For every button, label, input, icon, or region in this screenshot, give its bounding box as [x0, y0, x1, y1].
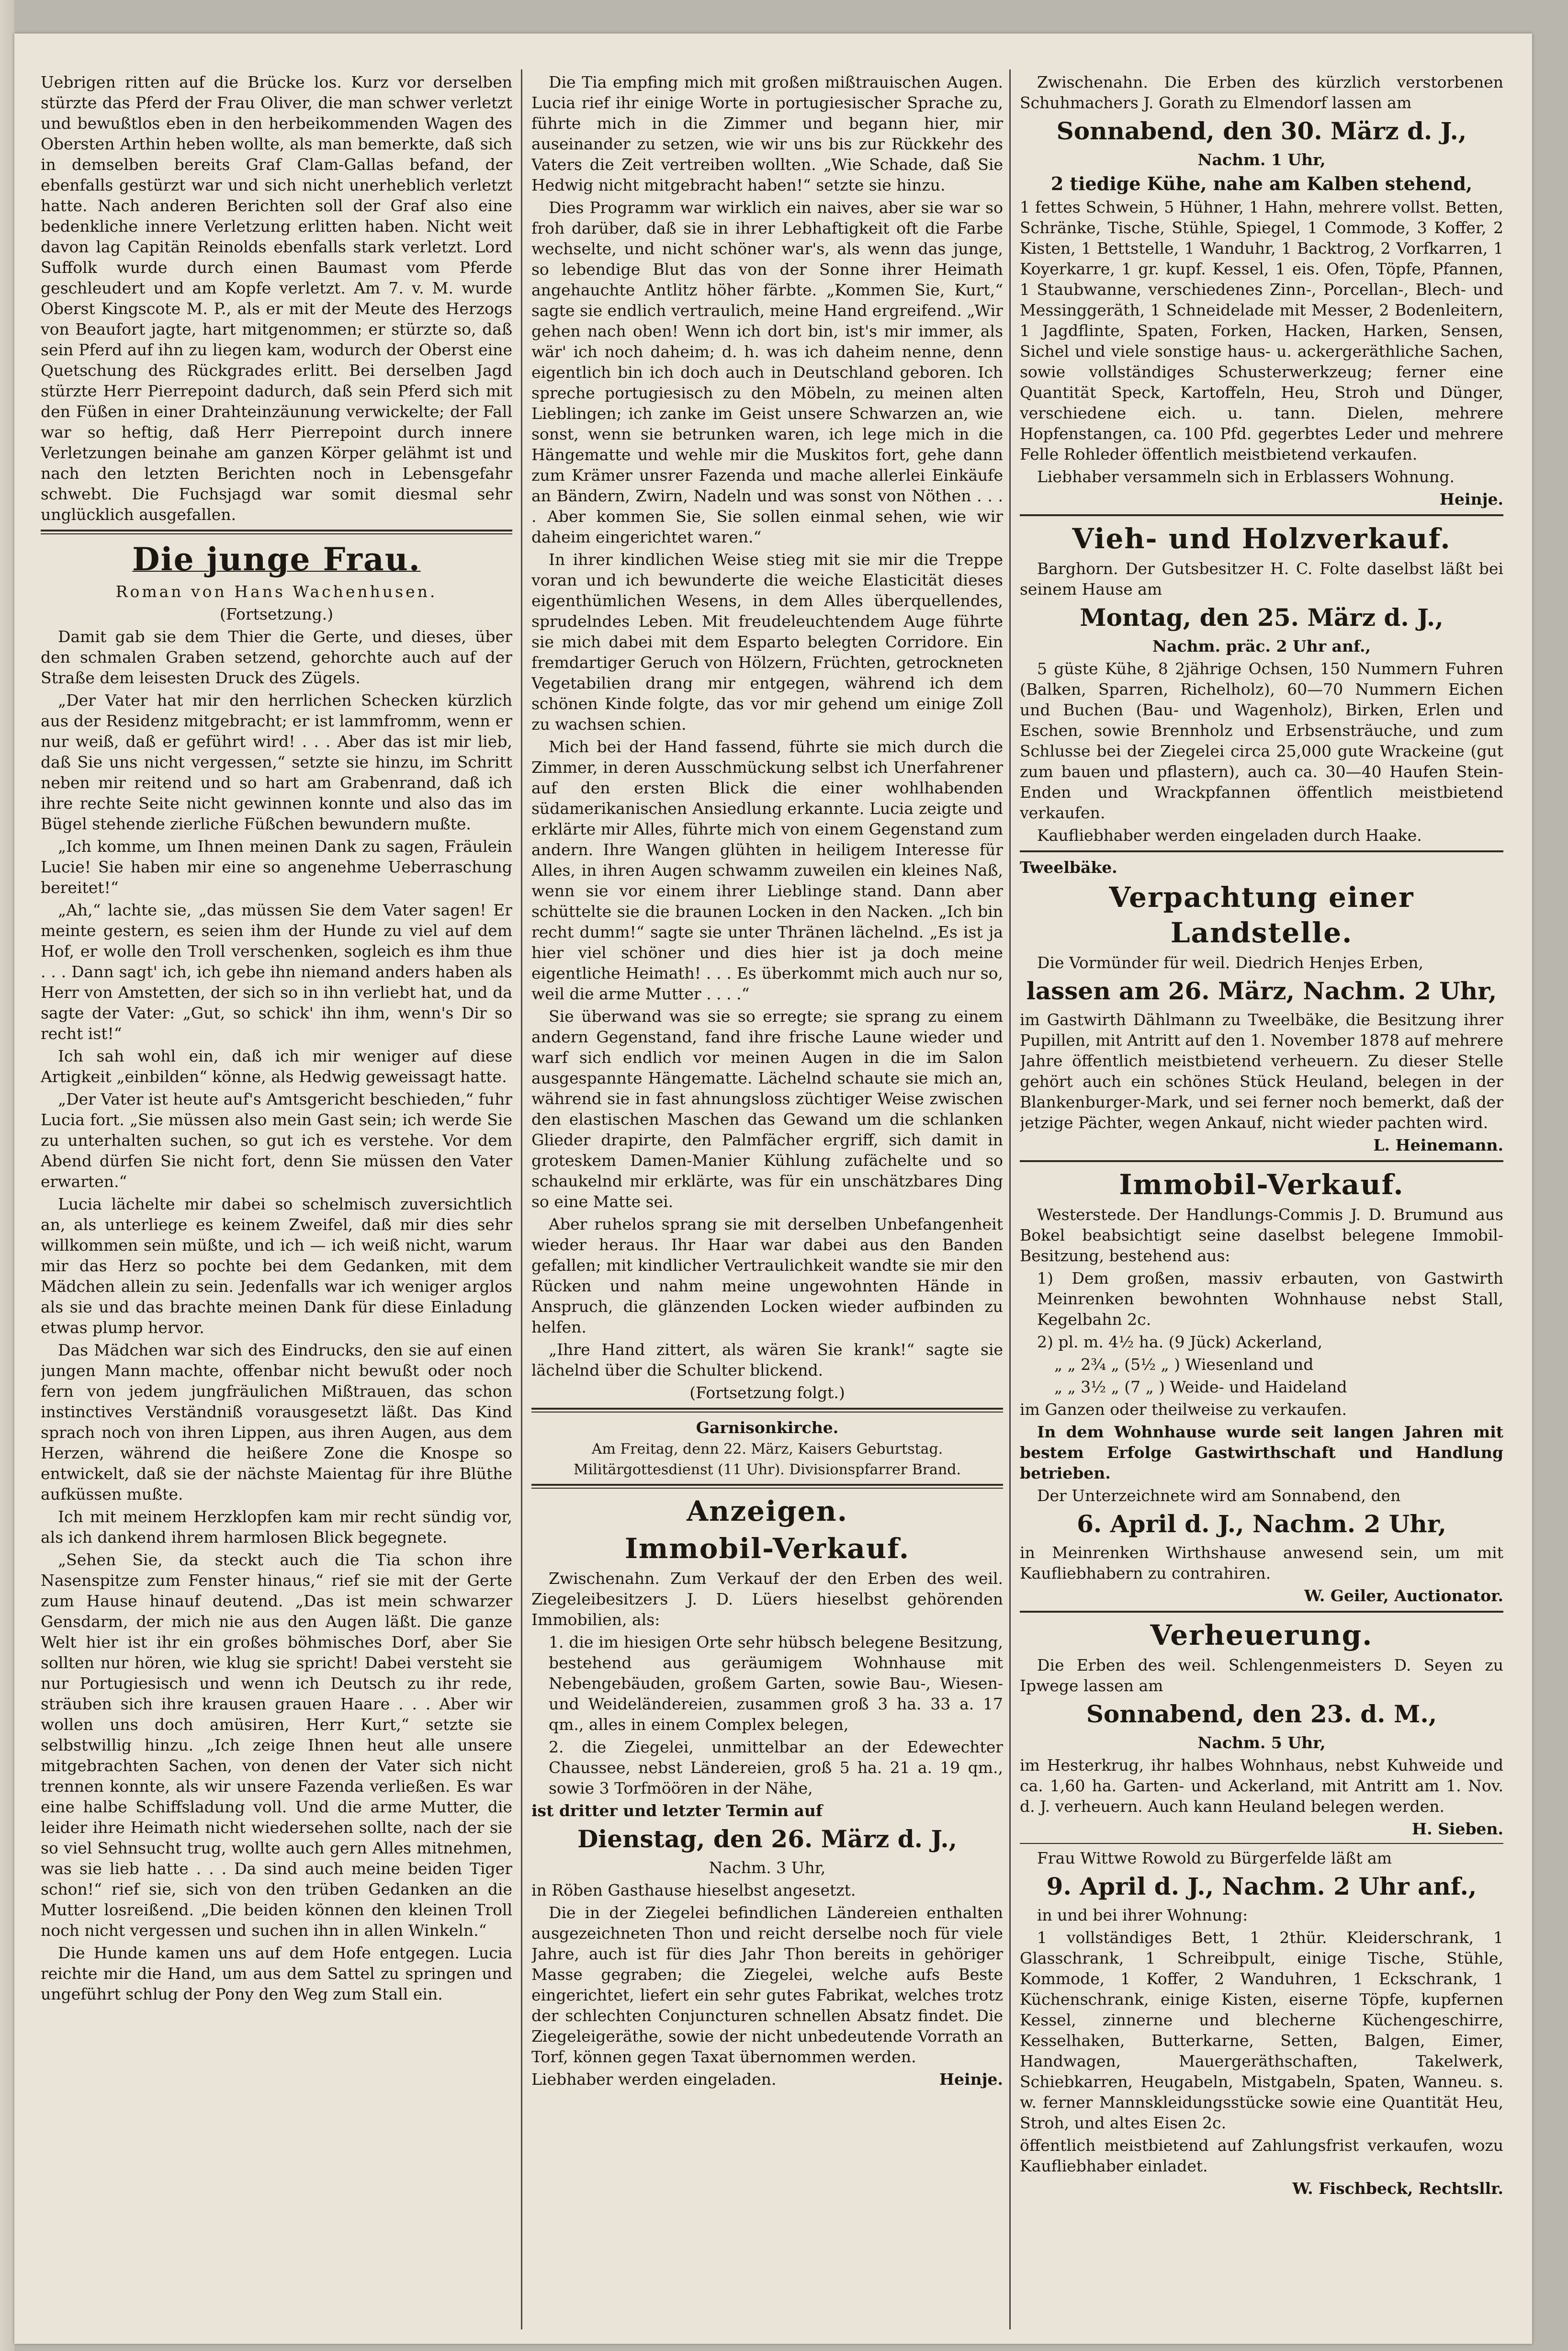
divider	[531, 1484, 1003, 1489]
ad-signature: H. Sieben.	[1411, 1820, 1503, 1838]
ad-highlight: 2 tiedige Kühe, nahe am Kalben stehend,	[1050, 173, 1473, 194]
ad-paragraph: Frau Wittwe Rowold zu Bürgerfelde läßt am	[1037, 1849, 1392, 1867]
column-left	[41, 72, 512, 2329]
column-rule	[1009, 69, 1011, 2329]
ad-paragraph: ist dritter und letzter Termin auf	[531, 1801, 823, 1820]
ad-signature: Heinje.	[1439, 490, 1503, 509]
ad-paragraph: in Meinrenken Wirthshause anwesend sein, um mit Kaufliebhabern zu contrahiren.	[1020, 1543, 1503, 1582]
divider	[531, 1408, 1003, 1413]
ad-item: „ „ 3½ „ (7 „ ) Weide- und Haideland	[1054, 1378, 1347, 1396]
ad-paragraph: 1 vollständiges Bett, 1 2thür. Kleiderschrank, 1 Glasschrank, 1 Schreibpult, einige Tische, Stühle, Kommode, 1 Koffer, 2 Wanduhren, 1 Eckschrank, 1 Küchenschrank, einige Kisten, eiserne Töpfe, kupfernen Kessel, zinnerne und blecherne Küchengeschirre, Kesselhaken, Butterkarne, Setten, Balgen, Eimer, Handwagen, Mauergeräthschaften, Takelwerk, Schiebkarren, Heugabeln, Mistgabeln, Spaten, Wanneu. s. w. ferner Mannskleidungsstücke sowie eine Quantität Heu, Stroh, und altes Eisen 2c.	[1020, 1928, 1503, 2132]
story-paragraph: „Ihre Hand zittert, als wären Sie krank!“ sagte sie lächelnd über die Schulter blickend.	[531, 1340, 1003, 1379]
ad-paragraph: Die Vormünder für weil. Diedrich Henjes Erben,	[1037, 953, 1424, 972]
feuilleton-title: Die junge Frau.	[132, 541, 421, 578]
ad-signature: W. Fischbeck, Rechtsllr.	[1292, 2179, 1503, 2198]
ad-paragraph: Der Unterzeichnete wird am Sonnabend, den	[1037, 1486, 1401, 1505]
ad-place: Tweelbäke.	[1020, 858, 1117, 877]
story-paragraph: „Der Vater ist heute auf's Amtsgericht beschieden,“ fuhr Lucia fort. „Sie müssen also mein Gast sein; ich werde Sie zu unterhalten suchen, so gut ich es verstehe. Vor dem Abend dürfen Sie nicht fort, denn Sie müssen den Vater erwarten.“	[41, 1090, 512, 1191]
continuation-note: (Fortsetzung.)	[220, 605, 333, 623]
ad-time: Nachm. 5 Uhr,	[1197, 1733, 1326, 1752]
ad-paragraph: in und bei ihrer Wohnung:	[1037, 1906, 1248, 1924]
ad-time: Nachm. 1 Uhr,	[1197, 150, 1326, 169]
story-paragraph: Die Tia empfing mich mit großen mißtrauischen Augen. Lucia rief ihr einige Worte in portugiesischer Sprache zu, führte mich in die Zimmer und begann hier, mir auseinander zu setzen, wie wir uns bis zur Rückkehr des Vaters die Zeit vertreiben wollten. „Wie Schade, daß Sie Hedwig nicht mitgebracht haben!“ setzte sie hinzu.	[531, 73, 1003, 194]
story-paragraph: In ihrer kindlichen Weise stieg mit sie mir die Treppe voran und ich bewunderte die weiche Elasticität dieses eigenthümlichen Wesens, in dem Alles überquellendes, sprudelndes Leben. Mit freudeleuchtendem Auge führte sie mich dabei mit dem Esparto belegten Corridore. Ein fremdartiger Geruch von Hölzern, Früchten, getrockneten Vegetabilien drang mir entgegen, während ich dem schönen Kinde folgte, das vor mir gehend um einige Zoll zu wachsen schien.	[531, 550, 1003, 734]
ad-item: 2. die Ziegelei, unmittelbar an der Edewechter Chaussee, nebst Ländereien, groß 5 ha. 21 a. 19 qm., sowie 3 Torfmöören in der Nähe,	[549, 1738, 1003, 1797]
story-paragraph: „Sehen Sie, da steckt auch die Tia schon ihre Nasenspitze zum Fenster hinaus,“ rief sie mit der Gerte zum Hause hinauf deutend. „Das ist mein schwarzer Gensdarm, der mich nie aus den Augen läßt. Die ganze Welt hier ist ihr ein großes böhmisches Dorf, aber Sie sollten nur hören, wie klug sie spricht! Dabei versteht sie nur Portugiesisch und wenn ich Deutsch zu ihr rede, sträuben sich ihre krausen grauen Haare . . . Aber wir wollen uns doch amüsiren, Herr Kurt,“ setzte sie selbstwillig hinzu. „Ich zeige Ihnen heut alle unsere mitgebrachten Sachen, von denen der Vater sich nicht trennen konnte, als wir unsere Fazenda verließen. Es war eine halbe Schiffsladung voll. Und die arme Mutter, die leider ihre Heimath nicht wiedersehen sollte, nach der sie so viel Sehnsucht trug, wollte auch gern Alles mitnehmen, was sie lieb hatte . . . Da sind auch meine beiden Tiger schon!“ rief sie, sich von den trüben Gedanken an die Mutter losreißend. „Die beiden können den kleinen Troll noch nicht vergessen und suchen ihn in allen Winkeln.“	[41, 1550, 512, 1940]
ad-highlight: In dem Wohnhause wurde seit langen Jahren mit bestem Erfolge Gastwirthschaft und Handlung betrieben.	[1020, 1423, 1503, 1482]
ad-item: 1) Dem großen, massiv erbauten, von Gastwirth Meinrenken bewohnten Wohnhause nebst Stall, Kegelbahn 2c.	[1037, 1269, 1503, 1329]
ad-title: Immobil-Verkauf.	[1119, 1168, 1404, 1201]
ad-date: lassen am 26. März, Nachm. 2 Uhr,	[1026, 977, 1497, 1005]
ad-time: Nachm. präc. 2 Uhr anf.,	[1152, 637, 1371, 656]
divider	[1020, 1160, 1503, 1162]
ad-title: Verpachtung einer Landstelle.	[1109, 881, 1414, 949]
story-paragraph: Damit gab sie dem Thier die Gerte, und dieses, über den schmalen Graben setzend, gehorchte auch auf der Straße dem leisesten Druck des Zügels.	[41, 627, 512, 687]
story-paragraph: „Der Vater hat mir den herrlichen Schecken kürzlich aus der Residenz mitgebracht; er ist lammfromm, wenn er nur weiß, daß er geführt wird! . . . Aber das ist mir lieb, daß Sie uns nicht vergessen,“ setzte sie hinzu, im Schritt neben mir reitend und so hart am Grabenrand, daß ich ihre rechte Seite nicht gewinnen konnte und also das im Bügel stehende zierliche Füßchen bewundern mußte.	[41, 691, 512, 833]
ad-paragraph: im Hesterkrug, ihr halbes Wohnhaus, nebst Kuhweide und ca. 1,60 ha. Garten- und Ackerland, mit Antritt am 1. Nov. d. J. verheuern. Auch kann Heuland belegen werden.	[1020, 1756, 1503, 1816]
story-paragraph: Dies Programm war wirklich ein naives, aber sie war so froh darüber, daß sie in ihrer Lebhaftigkeit oft die Farbe wechselte, und nicht schöner war's, als wenn das junge, so lebendige Blut das von der Sonne ihrer Heimath angehauchte Antlitz höher färbte. „Kommen Sie, Kurt,“ sagte sie endlich vertraulich, meine Hand ergreifend. „Wir gehen nach oben! Wenn ich dort bin, ist's mir immer, als wär' ich noch daheim; d. h. was ich daheim nenne, denn eigentlich bin ich doch auch in Deutschland geboren. Ich spreche portugiesisch zu den Möbeln, zu meinen alten Lieblingen; ich zanke im Geist unsere Schwarzen an, wie sonst, wenn sie betrunken waren, ich lege mich in die Hängematte und wehle mir die Muskitos fort, gehe dann zum Krämer unsrer Fazenda und mache allerlei Einkäufe an Bändern, Zwirn, Nadeln und was sonst von Nöthen . . . . Aber kommen Sie, Sie sollen einmal sehen, wie wir daheim eingerichtet waren.“	[531, 198, 1003, 546]
ad-paragraph: im Ganzen oder theilweise zu verkaufen.	[1020, 1400, 1347, 1419]
story-paragraph: Sie überwand was sie so erregte; sie sprang zu einem andern Gegenstand, fand ihre frische Laune wieder und warf sich endlich vor meinen Augen in die im Salon ausgespannte Hängematte. Lächelnd schaute sie mich an, während sie in fast ahnungsloss züchtiger Weise zwischen den elastischen Maschen das Gewand um die schlanken Glieder drapirte, den Palmfächer ergriff, sich damit in groteskem Damen-Manier Kühlung zufächelte und so schaukelnd mir erklärte, was für ein unschätzbares Ding so eine Matte sei.	[531, 1007, 1003, 1211]
story-paragraph: Ich sah wohl ein, daß ich mir weniger auf diese Artigkeit „einbilden“ könne, als Hedwig geweissagt hatte.	[41, 1047, 512, 1086]
column-rule	[521, 69, 522, 2329]
ad-date: 6. April d. J., Nachm. 2 Uhr,	[1077, 1510, 1446, 1538]
ad-paragraph: Die in der Ziegelei befindlichen Ländereien enthalten ausgezeichneten Thon und reicht derselbe noch für viele Jahre, auch ist für dies Jahr Thon bereits in gehöriger Masse gegraben; die Ziegelei, welche aufs Beste eingerichtet, liefert ein sehr gutes Fabrikat, welches trotz der schlechten Conjuncturen schnellen Absatz findet. Die Ziegeleigeräthe, sowie der nicht unbedeutende Vorrath an Torf, können gegen Taxat übernommen werden.	[531, 1903, 1003, 2066]
ad-item: „ „ 2¾ „ (5½ „ ) Wiesenland und	[1054, 1355, 1314, 1374]
ad-paragraph: Barghorn. Der Gutsbesitzer H. C. Folte daselbst läßt bei seinem Hause am	[1020, 559, 1503, 599]
story-paragraph: Das Mädchen war sich des Eindrucks, den sie auf einen jungen Mann machte, offenbar nicht bewußt oder noch fern von jedem jungfräulichen Mißtrauen, das schon instinctives Verständniß vorausgesetzt läßt. Das Kind sprach noch von ihren Lippen, aus ihren Augen, aus dem Herzen, während die heißere Zone die Knospe so entwickelt, daß sie der nächste Maientag für ihre Blüthe aufküssen mußte.	[41, 1341, 512, 1503]
column-middle	[531, 72, 1003, 2329]
news-paragraph: Uebrigen ritten auf die Brücke los. Kurz vor derselben stürzte das Pferd der Frau Oliver, die man schwer verletzt und bewußtlos eben in den herbeikommenden Wagen des Obersten Arthin heben wollte, als man bemerkte, daß sich in demselben bereits Graf Clam-Gallas befand, der ebenfalls gestürzt war und sich nicht unerheblich verletzt hatte. Nach anderen Berichten soll der Graf also eine bedenkliche innere Verletzung erlitten haben. Nicht weit davon lag Capitän Reinolds ebenfalls stark verletzt. Lord Suffolk wurde durch einen Baumast vom Pferde geschleudert und am Kopfe verletzt. Am 7. v. M. wurde Oberst Kingscote M. P., als er mit der Meute des Herzogs von Beaufort jagte, hart mitgenommen; er stürzte so, daß sein Pferd auf ihn zu liegen kam, wodurch der Oberst eine Quetschung des Rückgrades erlitt. Bei derselben Jagd stürzte Herr Pierrepoint dadurch, daß sein Pferd sich mit den Füßen in einer Drahteinzäunung verwickelte; der Fall war so heftig, daß Herr Pierrepoint durch innere Verletzungen beinahe am ganzen Körper gelähmt ist und nach den letzten Berichten noch in Lebensgefahr schwebt. Die Fuchsjagd war somit diesmal sehr unglücklich ausgefallen.	[41, 73, 512, 524]
ad-signature: L. Heinemann.	[1373, 1136, 1503, 1154]
ad-date: 9. April d. J., Nachm. 2 Uhr anf.,	[1046, 1872, 1477, 1900]
story-paragraph: „Ich komme, um Ihnen meinen Dank zu sagen, Fräulein Lucie! Sie haben mir eine so angenehme Ueberraschung bereitet!“	[41, 837, 512, 897]
ad-paragraph: 1 fettes Schwein, 5 Hühner, 1 Hahn, mehrere vollst. Betten, Schränke, Tische, Stühle, Spiegel, 1 Commode, 3 Koffer, 2 Kisten, 1 Bettstelle, 1 Wanduhr, 1 Backtrog, 2 Vorfkarren, 1 Koyerkarre, 1 gr. kupf. Kessel, 1 eis. Ofen, Töpfe, Pfannen, 1 Staubwanne, verschiedenes Zinn-, Porcellan-, Blech- und Messinggeräth, 1 Schneidelade mit Messer, 2 Bodenleitern, 1 Jagdflinte, Spaten, Forken, Hacken, Harken, Sensen, Sichel und viele sonstige haus- u. ackergeräthliche Sachen, sowie vollständiges Schusterwerkzeug; ferner eine Quantität Speck, Kartoffeln, Heu, Stroh und Dünger, verschiedene eich. u. tann. Dielen, mehrere Hopfenstangen, ca. 100 Pfd. gegerbtes Leder und mehrere Felle Rohleder öffentlich meistbietend verkaufen.	[1020, 198, 1503, 463]
ad-title: Immobil-Verkauf.	[624, 1532, 910, 1565]
garnison-title: Garnisonkirche.	[696, 1418, 839, 1437]
story-paragraph: Ich mit meinem Herzklopfen kam mir recht sündig vor, als ich dankend ihrem harmlosen Blick begegnete.	[41, 1507, 512, 1547]
ad-date: Sonnabend, den 23. d. M.,	[1086, 1700, 1437, 1728]
ad-time: Nachm. 3 Uhr,	[709, 1858, 826, 1877]
ad-paragraph: Die Erben des weil. Schlengenmeisters D. Seyen zu Ipwege lassen am	[1020, 1656, 1503, 1695]
story-paragraph: Aber ruhelos sprang sie mit derselben Unbefangenheit wieder heraus. Ihr Haar war dabei aus den Banden gefallen; mit kindlicher Vertraulichkeit wandte sie mir den Rücken und nahm meine ungewohnten Hände in Anspruch, die glänzenden Locken wieder aufbinden zu helfen.	[531, 1215, 1003, 1336]
garnison-line: Militärgottesdienst (11 Uhr). Divisionspfarrer Brand.	[573, 1461, 961, 1478]
newspaper-page	[14, 34, 1532, 2344]
ad-paragraph: in Röben Gasthause hieselbst angesetzt.	[531, 1881, 856, 1899]
ad-footer	[531, 2069, 1003, 2090]
ad-date: Sonnabend, den 30. März d. J.,	[1056, 117, 1467, 145]
ad-footer: Kaufliebhaber werden eingeladen durch Haake.	[1037, 826, 1422, 845]
ad-footer-left: Liebhaber werden eingeladen.	[531, 2070, 777, 2089]
ad-paragraph: 5 güste Kühe, 8 2jährige Ochsen, 150 Nummern Fuhren (Balken, Sparren, Richelholz), 60—70 Nummern Eichen und Buchen (Bau- und Wagenholz), Birken, Erlen und Eschen, sowie Brennholz und Erbsensträuche, und zum Schlusse bei der Ziegelei circa 25,000 gute Wrackeine (gut zum bauen und pflastern), auch ca. 30—40 Haufen Stein-Enden und Wrackpfannen öffentlich meistbietend verkaufen.	[1020, 659, 1503, 822]
byline: Roman von Hans Wachenhusen.	[115, 582, 438, 601]
ad-signature: Heinje.	[939, 2070, 1003, 2089]
ad-paragraph: Westerstede. Der Handlungs-Commis J. D. Brumund aus Bokel beabsichtigt seine daselbst belegene Immobil-Besitzung, bestehend aus:	[1020, 1205, 1503, 1265]
continuation-note: (Fortsetzung folgt.)	[689, 1383, 845, 1402]
ad-item: 1. die im hiesigen Orte sehr hübsch belegene Besitzung, bestehend aus geräumigem Wohnhause mit Nebengebäuden, großem Garten, sowie Bau-, Wiesen- und Weideländereien, zusammen groß 3 ha. 33 a. 17 qm., alles in einem Complex belegen,	[549, 1633, 1003, 1734]
ad-footer: Liebhaber versammeln sich in Erblassers Wohnung.	[1037, 467, 1455, 486]
ad-paragraph: Zwischenahn. Die Erben des kürzlich verstorbenen Schuhmachers J. Gorath zu Elmendorf lassen am	[1020, 73, 1503, 112]
ad-paragraph: öffentlich meistbietend auf Zahlungsfrist verkaufen, wozu Kaufliebhaber einladet.	[1020, 2136, 1503, 2175]
garnison-line: Am Freitag, denn 22. März, Kaisers Geburtstag.	[591, 1441, 943, 1458]
ad-signature: W. Geiler, Auctionator.	[1304, 1586, 1503, 1605]
story-paragraph: Lucia lächelte mir dabei so schelmisch zuversichtlich an, als unterliege es keinem Zweifel, daß mir dies sehr willkommen sein müßte, und ich — ich weiß nicht, warum mir das Herz so pochte bei dem Gedanken, mit dem Mädchen allein zu sein. Jedenfalls war ich weniger arglos als sie und das brachte meinen Dank für diese Einladung etwas plump hervor.	[41, 1195, 512, 1337]
divider	[1020, 514, 1503, 516]
divider	[41, 530, 512, 534]
column-right	[1020, 72, 1503, 2329]
ad-title: Vieh- und Holzverkauf.	[1072, 522, 1451, 555]
anzeigen-heading: Anzeigen.	[687, 1495, 848, 1527]
divider	[1020, 850, 1503, 852]
story-paragraph: Die Hunde kamen uns auf dem Hofe entgegen. Lucia reichte mir die Hand, um aus dem Sattel zu springen und ungeführt schlug der Pony den Weg zum Stall ein.	[41, 1944, 512, 2003]
page-edge	[0, 0, 14, 2351]
ad-paragraph: Zwischenahn. Zum Verkauf der den Erben des weil. Ziegeleibesitzers J. D. Lüers hieselbst gehörenden Immobilien, als:	[531, 1569, 1003, 1629]
story-paragraph: Mich bei der Hand fassend, führte sie mich durch die Zimmer, in deren Ausschmückung selbst ich Unerfahrener auf den ersten Blick die einer wohlhabenden südamerikanischen Ansiedlung erkannte. Lucia zeigte und erklärte mir Alles, führte mich von einem Gegenstand zum andern. Ihre Wangen glühten in heiligem Interesse für Alles, in ihren Augen schwamm zuweilen ein kleines Naß, wenn sie vor einem ihrer Lieblinge stand. Dann aber schüttelte sie die braunen Locken in den Nacken. „Ich bin recht dumm!“ sagte sie unter Thränen lächelnd. „Es ist ja hier viel schöner und dies hier ist ja doch meine eigentliche Heimath! . . . Es überkommt mich auch nur so, weil die arme Mutter . . . .“	[531, 737, 1003, 1003]
ad-title: Verheuerung.	[1150, 1619, 1373, 1651]
ad-item: 2) pl. m. 4½ ha. (9 Jück) Ackerland,	[1037, 1333, 1323, 1351]
ad-date: Montag, den 25. März d. J.,	[1080, 603, 1444, 632]
divider	[1020, 1611, 1503, 1613]
ad-date: Dienstag, den 26. März d. J.,	[577, 1825, 958, 1853]
ad-paragraph: im Gastwirth Dählmann zu Tweelbäke, die Besitzung ihrer Pupillen, mit Antritt auf den 1. November 1878 auf mehrere Jahre öffentlich meistbietend verheuern. Zu dieser Stelle gehört auch ein schönes Stück Heuland, belegen in der Blankenburger-Mark, und sei ferner noch bemerkt, daß der jetzige Pächter, wegen Ankauf, nicht wieder pachten wird.	[1020, 1010, 1503, 1132]
story-paragraph: „Ah,“ lachte sie, „das müssen Sie dem Vater sagen! Er meinte gestern, es seien ihm der Hunde zu viel auf dem Hof, er wolle den Troll verschenken, sogleich es ihm thue . . . Dann sagt' ich, ich gebe ihn niemand anders haben als Herr von Amstetten, der sich so in ihn verliebt hat, und da sagte der Vater: „Gut, so schick' ihn ihm, wenn's Dir so recht ist!“	[41, 901, 512, 1043]
divider	[1020, 1843, 1503, 1844]
